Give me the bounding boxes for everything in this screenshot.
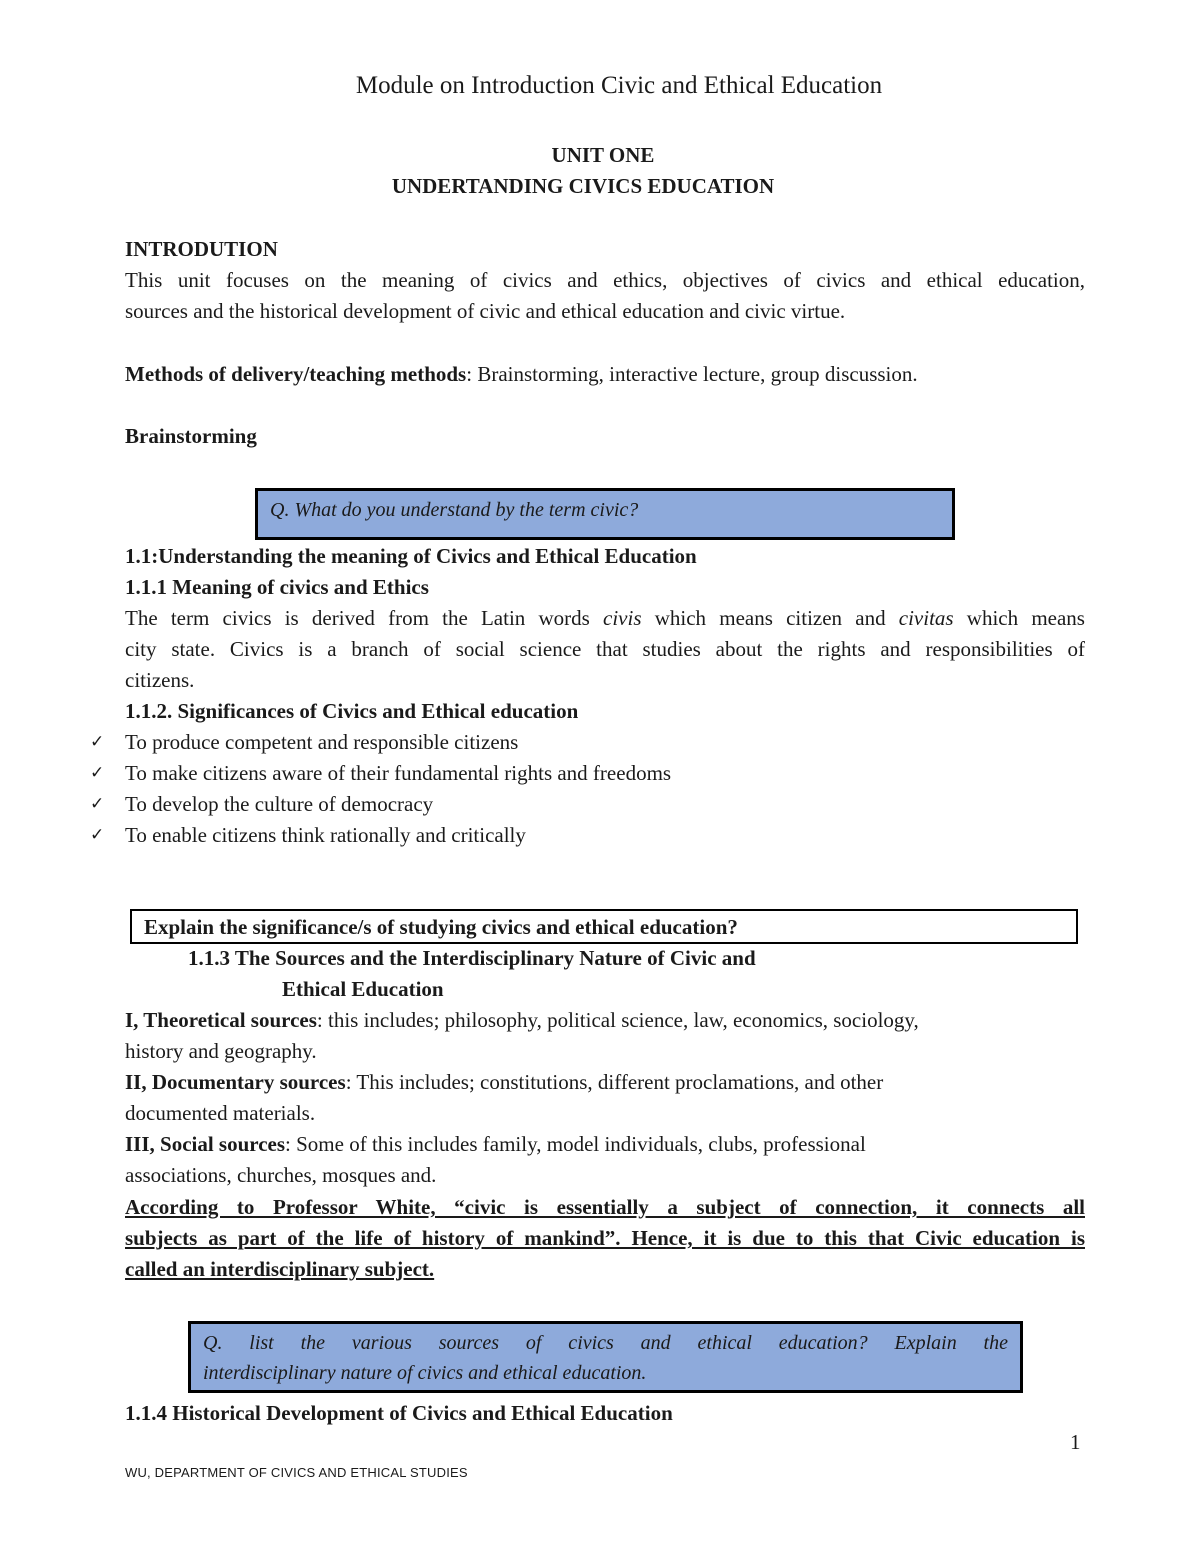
meaning-line-1 <box>125 603 1085 634</box>
theoretical-sources <box>125 1005 919 1036</box>
page-header-title: Module on Introduction Civic and Ethical Education <box>355 72 883 99</box>
question-2-line-1: Q. list the various sources of civics and ethical education? Explain the <box>203 1332 1008 1354</box>
unit-number: UNIT ONE <box>551 143 655 167</box>
social-sources <box>125 1129 866 1160</box>
quote-line-3: called an interdisciplinary subject. <box>125 1257 435 1281</box>
meaning-text-c: which means <box>953 606 1085 630</box>
section-1-1-4-heading: 1.1.4 Historical Development of Civics and Ethical Education <box>125 1401 673 1425</box>
section-1-1-3-heading-line-2: Ethical Education <box>282 977 444 1001</box>
latin-civitas: civitas <box>898 606 954 630</box>
professor-white-quote <box>125 1192 1085 1285</box>
intro-paragraph <box>125 265 1085 327</box>
methods-label: Methods of delivery/teaching methods <box>125 362 467 386</box>
checkmark-icon: ✓ <box>90 763 105 783</box>
section-1-1-heading: 1.1:Understanding the meaning of Civics and Ethical Education <box>125 544 697 568</box>
page-footer: WU, DEPARTMENT OF CIVICS AND ETHICAL STUDIES <box>125 1465 468 1480</box>
meaning-text-a: The term civics is derived from the Latin words <box>125 606 604 630</box>
intro-heading: INTRODUTION <box>125 237 278 261</box>
section-1-1-3-heading-line-1: 1.1.3 The Sources and the Interdisciplinary Nature of Civic and <box>188 946 756 970</box>
quote-line-2: subjects as part of the life of history of mankind”. Hence, it is due to this that Civic education is <box>125 1226 1085 1250</box>
section-1-1-1-heading: 1.1.1 Meaning of civics and Ethics <box>125 575 429 599</box>
intro-line-1: This unit focuses on the meaning of civics and ethics, objectives of civics and ethical education, <box>125 268 1085 292</box>
methods-line <box>125 359 918 390</box>
social-sources-line-2: associations, churches, mosques and. <box>125 1163 437 1187</box>
documentary-text: : This includes; constitutions, different proclamations, and other <box>345 1070 884 1094</box>
methods-text: : Brainstorming, interactive lecture, group discussion. <box>466 362 918 386</box>
intro-line-2: sources and the historical development of civic and ethical education and civic virtue. <box>125 299 846 323</box>
theoretical-text: : this includes; philosophy, political science, law, economics, sociology, <box>316 1008 919 1032</box>
meaning-line-3: citizens. <box>125 668 195 692</box>
list-item-text: To develop the culture of democracy <box>125 792 434 816</box>
checkmark-icon: ✓ <box>90 794 105 814</box>
brainstorming-heading: Brainstorming <box>125 424 257 448</box>
question-1-text: Q. What do you understand by the term civic? <box>270 499 639 521</box>
theoretical-sources-line-2: history and geography. <box>125 1039 317 1063</box>
checkmark-icon: ✓ <box>90 732 105 752</box>
unit-title: UNDERTANDING CIVICS EDUCATION <box>391 174 775 198</box>
social-text: : Some of this includes family, model individuals, clubs, professional <box>285 1132 866 1156</box>
page-number: 1 <box>1070 1430 1081 1454</box>
documentary-label: II, Documentary sources <box>125 1070 346 1094</box>
explain-text: Explain the significance/s of studying civics and ethical education? <box>144 915 738 939</box>
list-item-text: To enable citizens think rationally and critically <box>125 823 526 847</box>
meaning-line-2: city state. Civics is a branch of social science that studies about the rights and responsibilities of <box>125 637 1085 661</box>
explain-box <box>130 909 1078 944</box>
theoretical-label: I, Theoretical sources <box>125 1008 317 1032</box>
documentary-sources-line-2: documented materials. <box>125 1101 316 1125</box>
significance-list <box>0 727 1200 851</box>
checkmark-icon: ✓ <box>90 825 105 845</box>
meaning-paragraph <box>125 603 1085 696</box>
latin-civis: civis <box>603 606 642 630</box>
section-1-1-2-heading: 1.1.2. Significances of Civics and Ethical education <box>125 699 579 723</box>
meaning-text-b: which means citizen and <box>641 606 899 630</box>
question-2-line-2: interdisciplinary nature of civics and ethical education. <box>203 1362 647 1384</box>
question-box-2 <box>188 1321 1023 1393</box>
quote-line-1: According to Professor White, “civic is essentially a subject of connection, it connects all <box>125 1195 1085 1219</box>
documentary-sources <box>125 1067 883 1098</box>
question-box-1 <box>255 488 955 540</box>
list-item-text: To produce competent and responsible citizens <box>125 730 519 754</box>
list-item-text: To make citizens aware of their fundamental rights and freedoms <box>125 761 672 785</box>
social-label: III, Social sources <box>125 1132 286 1156</box>
